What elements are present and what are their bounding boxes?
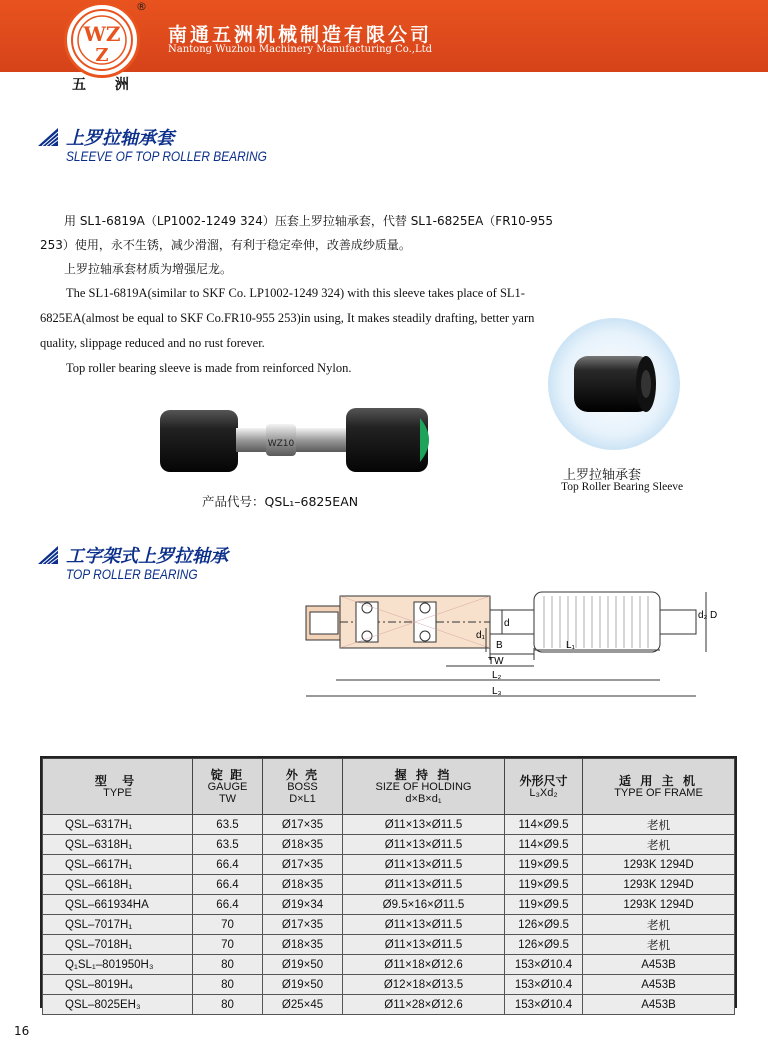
sleeve-icon xyxy=(548,318,680,450)
section1-description xyxy=(40,209,560,380)
para-en-1: The SL1-6819A(similar to SKF Co. LP1002-1249 324) with this sleeve takes place of SL1-6825EA(almost be equal to SKF Co.FR10-955 253)in using, It makes steadily drafting, better yarn quality, slippage reduced and no rust forever. xyxy=(40,286,535,350)
section1-title-en: SLEEVE OF TOP ROLLER BEARING xyxy=(66,148,267,164)
table-row: QSL–661934HA 66.4 Ø19×34 Ø9.5×16×Ø11.5 119×Ø9.5 1293K 1294D xyxy=(43,895,735,915)
dim-B: B xyxy=(496,640,503,651)
table-row: Q₁SL₁–801950H₃ 80 Ø19×50 Ø11×18×Ø12.6 153×Ø10.4 A453B xyxy=(43,955,735,975)
roller-marking: WZ10 xyxy=(267,439,295,449)
table-row: QSL–6617H₁ 66.4 Ø17×35 Ø11×13×Ø11.5 119×Ø9.5 1293K 1294D xyxy=(43,855,735,875)
section-marker-icon xyxy=(36,126,62,148)
table-row: QSL–6618H₁ 66.4 Ø18×35 Ø11×13×Ø11.5 119×Ø9.5 1293K 1294D xyxy=(43,875,735,895)
company-name-en: Nantong Wuzhou Machinery Manufacturing Co.,Ltd xyxy=(168,44,432,55)
col-frame: 适 用 主 机 TYPE OF FRAME xyxy=(583,759,735,815)
section-marker-icon xyxy=(36,544,62,566)
logo-icon xyxy=(67,5,137,75)
table-row: QSL–8025EH₃ 80 Ø25×45 Ø11×28×Ø12.6 153×Ø10.4 A453B xyxy=(43,995,735,1015)
col-gauge: 锭 距 GAUGE TW xyxy=(193,759,263,815)
sleeve-caption-cn: 上罗拉轴承套 xyxy=(563,468,642,483)
para-cn-1: 用 SL1-6819A（LP1002-1249 324）压套上罗拉轴承套，代替 SL1-6825EA（FR10-955 253）使用，永不生锈，减少滑溜，有利于稳定牵伸，改善成纱质量。 xyxy=(40,214,554,252)
section2-title-cn: 工字架式上罗拉轴承 xyxy=(66,546,228,567)
dim-L3: L₃ xyxy=(492,686,502,697)
table-row: QSL–7018H₁ 70 Ø18×35 Ø11×13×Ø11.5 126×Ø9.5 老机 xyxy=(43,935,735,955)
col-type: 型 号 TYPE xyxy=(43,759,193,815)
para-cn-2: 上罗拉轴承套材质为增强尼龙。 xyxy=(64,262,233,276)
page-header xyxy=(0,0,768,72)
spec-table xyxy=(40,756,737,1011)
dim-L1: L₁ xyxy=(566,640,575,651)
bearing-technical-drawing xyxy=(296,588,736,708)
col-holding: 握 持 挡 SIZE OF HOLDING d×B×d₁ xyxy=(343,759,505,815)
logo-letters: WZ xyxy=(83,22,121,46)
col-shape: 外形尺寸 L₃Xd₂ xyxy=(505,759,583,815)
dim-L2: L₂ xyxy=(492,670,502,681)
registered-mark: ® xyxy=(136,0,147,13)
company-logo xyxy=(64,2,140,78)
page-number: 16 xyxy=(14,1024,30,1038)
product-code: 产品代号：QSL₁–6825EAN xyxy=(202,494,359,509)
table-row: QSL–8019H₄ 80 Ø19×50 Ø12×18×Ø13.5 153×Ø10.4 A453B xyxy=(43,975,735,995)
dim-D: D xyxy=(710,610,718,621)
col-boss: 外 壳 BOSS D×L1 xyxy=(263,759,343,815)
dim-TW: TW xyxy=(488,656,504,667)
dim-d1: d₁ xyxy=(476,630,485,641)
para-en-2: Top roller bearing sleeve is made from reinforced Nylon. xyxy=(66,361,352,375)
table-row: QSL–6318H₁ 63.5 Ø18×35 Ø11×13×Ø11.5 114×Ø9.5 老机 xyxy=(43,835,735,855)
company-name-cn: 南通五洲机械制造有限公司 xyxy=(168,24,433,46)
dim-d: d xyxy=(504,618,510,629)
table-row: QSL–6317H₁ 63.5 Ø17×35 Ø11×13×Ø11.5 114×Ø9.5 老机 xyxy=(43,815,735,835)
sleeve-caption-en: Top Roller Bearing Sleeve xyxy=(561,481,684,493)
svg-text:Z: Z xyxy=(95,45,109,66)
section2-title-en: TOP ROLLER BEARING xyxy=(66,566,198,582)
sleeve-product-image xyxy=(548,318,680,450)
brand-name: 五 洲 xyxy=(72,77,141,93)
dim-d2: d₂ xyxy=(698,610,708,621)
section1-title-cn: 上罗拉轴承套 xyxy=(66,128,174,149)
table-row: QSL–7017H₁ 70 Ø17×35 Ø11×13×Ø11.5 126×Ø9.5 老机 xyxy=(43,915,735,935)
top-roller-product-image xyxy=(158,404,438,476)
